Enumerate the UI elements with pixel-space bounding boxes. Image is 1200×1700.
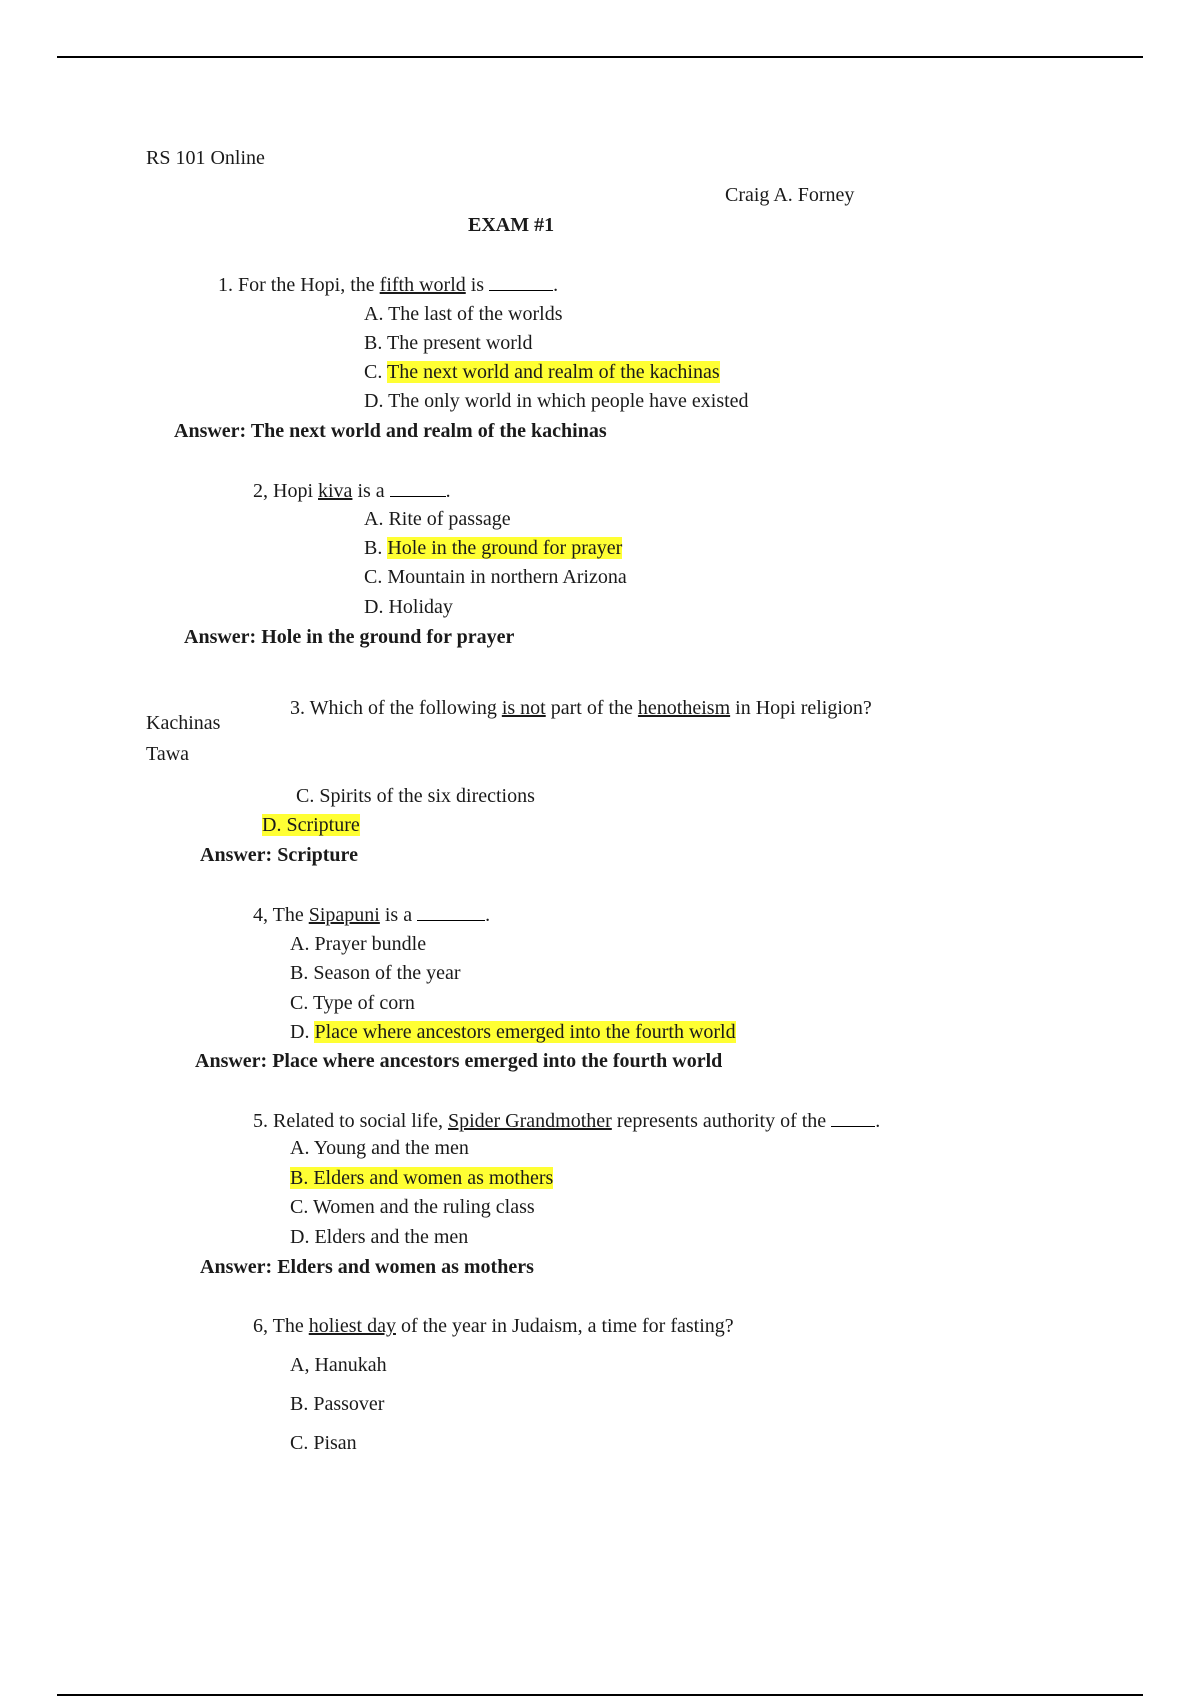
- q4-option-b: B. Season of the year: [290, 962, 461, 984]
- question-2-term: kiva: [318, 480, 353, 502]
- q2-answer: Answer: Hole in the ground for prayer: [184, 626, 515, 648]
- highlighted-correct-option: B. Elders and women as mothers: [290, 1167, 554, 1189]
- q4-answer: Answer: Place where ancestors emerged into the fourth world: [195, 1050, 723, 1072]
- q2-option-c: C. Mountain in northern Arizona: [364, 566, 627, 588]
- question-3: 3. Which of the following is not part of the henotheism in Hopi religion?: [290, 697, 872, 719]
- q3-side-item-1: Kachinas: [146, 712, 221, 734]
- question-5-term: Spider Grandmother: [447, 1110, 612, 1132]
- q3-side-item-2: Tawa: [146, 743, 190, 765]
- q1-answer: Answer: The next world and realm of the kachinas: [174, 420, 607, 442]
- q1-option-a: A. The last of the worlds: [364, 303, 563, 325]
- q1-option-c: C. The next world and realm of the kachinas: [364, 361, 720, 383]
- question-6-term: holiest day: [308, 1315, 396, 1337]
- question-4: 4, The Sipapuni is a .: [253, 904, 491, 926]
- author-name: Craig A. Forney: [725, 184, 855, 206]
- course-name: RS 101 Online: [146, 147, 265, 169]
- question-5: 5. Related to social life, Spider Grandmother represents authority of the .: [253, 1110, 881, 1132]
- question-6: 6, The holiest day of the year in Judaism, a time for fasting?: [253, 1315, 734, 1337]
- q1-option-d: D. The only world in which people have existed: [364, 390, 749, 412]
- bottom-rule: [57, 1694, 1143, 1696]
- q2-option-d: D. Holiday: [364, 596, 453, 618]
- highlighted-correct-option: D. Scripture: [262, 814, 360, 836]
- highlighted-correct-option: Hole in the ground for prayer: [387, 537, 623, 559]
- top-rule: [57, 56, 1143, 58]
- highlighted-correct-option: The next world and realm of the kachinas: [386, 361, 720, 383]
- question-3-term-1: is not: [501, 697, 546, 719]
- q1-option-b: B. The present world: [364, 332, 533, 354]
- q6-option-c: C. Pisan: [290, 1432, 357, 1454]
- q2-option-b: B. Hole in the ground for prayer: [364, 537, 623, 559]
- q3-option-d: [262, 813, 360, 837]
- exam-title: EXAM #1: [468, 214, 555, 236]
- q5-option-b: [290, 1166, 553, 1190]
- answer-blank: [417, 902, 485, 921]
- q5-option-c: C. Women and the ruling class: [290, 1196, 535, 1218]
- question-4-term: Sipapuni: [308, 904, 380, 926]
- q3-answer: Answer: Scripture: [200, 844, 358, 866]
- q5-option-d: D. Elders and the men: [290, 1226, 469, 1248]
- question-1-term: fifth world: [379, 274, 466, 296]
- q5-option-a: A. Young and the men: [290, 1137, 469, 1159]
- q6-option-a: A, Hanukah: [290, 1354, 387, 1376]
- highlighted-correct-option: Place where ancestors emerged into the fourth world: [314, 1021, 736, 1043]
- q4-option-c: C. Type of corn: [290, 992, 415, 1014]
- q5-answer: Answer: Elders and women as mothers: [200, 1256, 534, 1278]
- question-3-term-2: henotheism: [637, 697, 731, 719]
- answer-blank: [390, 478, 446, 497]
- q2-option-a: A. Rite of passage: [364, 508, 511, 530]
- answer-blank: [831, 1108, 875, 1127]
- q6-option-b: B. Passover: [290, 1393, 385, 1415]
- q4-option-d: D. Place where ancestors emerged into the fourth world: [290, 1021, 736, 1043]
- answer-blank: [489, 272, 553, 291]
- question-2: 2, Hopi kiva is a .: [253, 480, 451, 502]
- question-1: 1. For the Hopi, the fifth world is .: [218, 274, 559, 296]
- q4-option-a: A. Prayer bundle: [290, 933, 427, 955]
- q3-option-c: C. Spirits of the six directions: [296, 785, 535, 807]
